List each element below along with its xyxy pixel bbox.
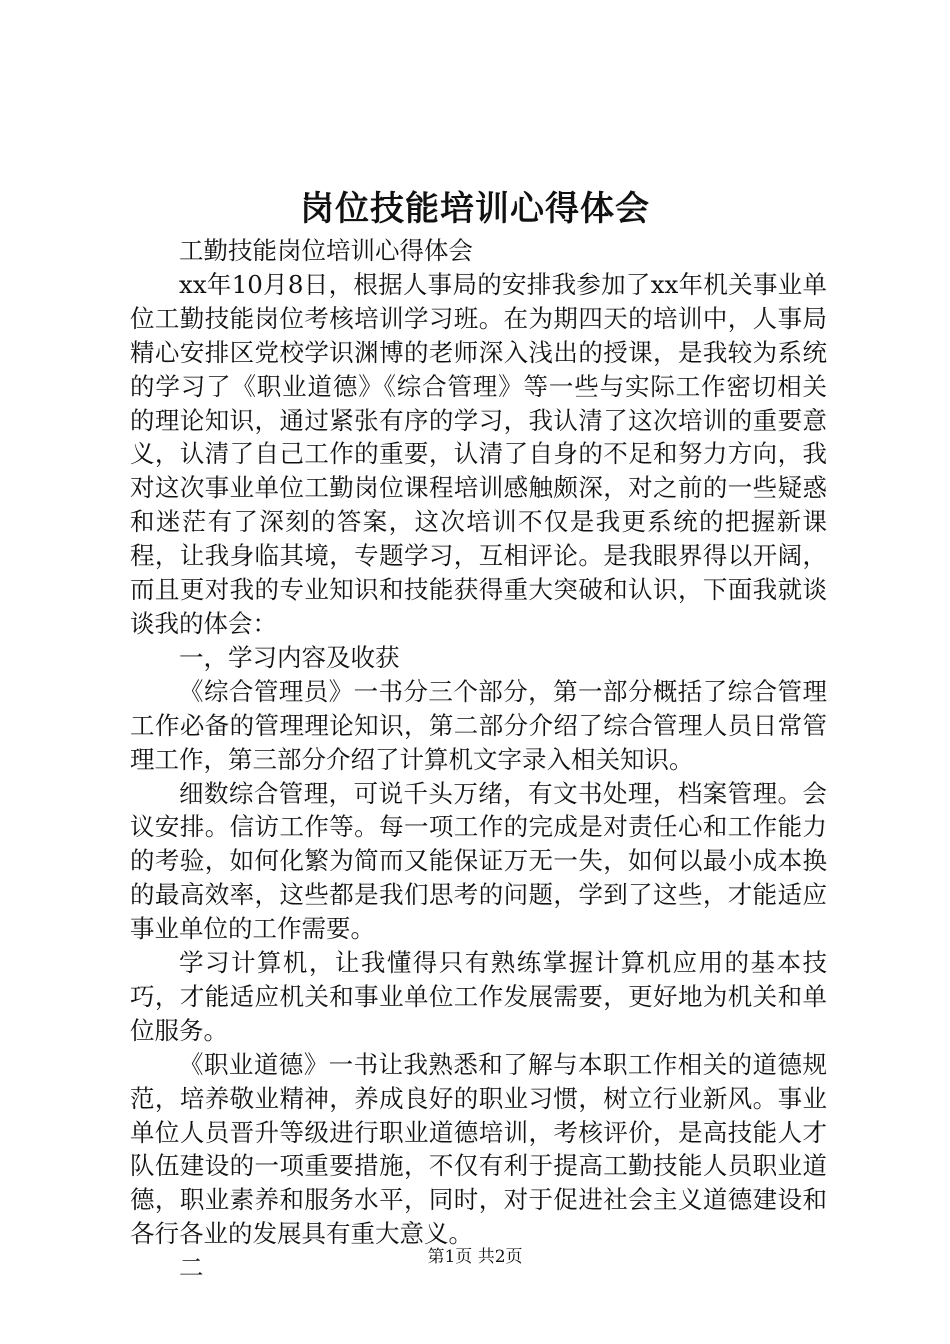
- section-heading-1: 一，学习内容及收获: [179, 642, 400, 672]
- paragraph-management-details: 细数综合管理，可说千头万绪，有文书处理，档案管理。会议安排。信访工作等。每一项工作的完成是对责任心和工作能力的考验，如何化繁为简而又能保证万无一失，如何以最小成本换的最高效率，这些都是我们思考的问题，学到了这些，才能适应事业单位的工作需要。: [130, 778, 827, 944]
- paragraph-computer: 学习计算机，让我懂得只有熟练掌握计算机应用的基本技巧，才能适应机关和事业单位工作发展需要，更好地为机关和单位服务。: [130, 948, 827, 1045]
- paragraph-subtitle: 工勤技能岗位培训心得体会: [179, 236, 473, 265]
- paragraph-intro: xx年10月8日，根据人事局的安排我参加了xx年机关事业单位工勤技能岗位考核培训学习班。在为期四天的培训中，人事局精心安排区党校学识渊博的老师深入浅出的授课，是我较为系统的学习了《职业道德》《综合管理》等一些与实际工作密切相关的理论知识，通过紧张有序的学习，我认清了这次培训的重要意义，认清了自己工作的重要，认清了自身的不足和努力方向，我对这次事业单位工勤岗位课程培训感触颇深，对之前的一些疑惑和迷茫有了深刻的答案，这次培训不仅是我更系统的把握新课程，让我身临其境，专题学习，互相评论。是我眼界得以开阔，而且更对我的专业知识和技能获得重大突破和认识，下面我就谈谈我的体会：: [130, 269, 827, 638]
- paragraph-ethics: 《职业道德》一书让我熟悉和了解与本职工作相关的道德规范，培养敬业精神，养成良好的职业习惯，树立行业新风。事业单位人员晋升等级进行职业道德培训，考核评价，是高技能人才队伍建设的一项重要措施，不仅有利于提高工勤技能人员职业道德，职业素养和服务水平，同时，对于促进社会主义道德建设和各行各业的发展具有重大意义。: [130, 1049, 827, 1249]
- section-heading-2: 二: [179, 1253, 204, 1283]
- paragraph-management-book: 《综合管理员》一书分三个部分，第一部分概括了综合管理工作必备的管理理论知识，第二部分介绍了综合管理人员日常管理工作，第三部分介绍了计算机文字录入相关知识。: [130, 676, 827, 774]
- document-title: 岗位技能培训心得体会: [300, 189, 650, 229]
- page-footer: 第1页 共2页: [427, 1247, 523, 1267]
- document-body: [130, 234, 827, 1285]
